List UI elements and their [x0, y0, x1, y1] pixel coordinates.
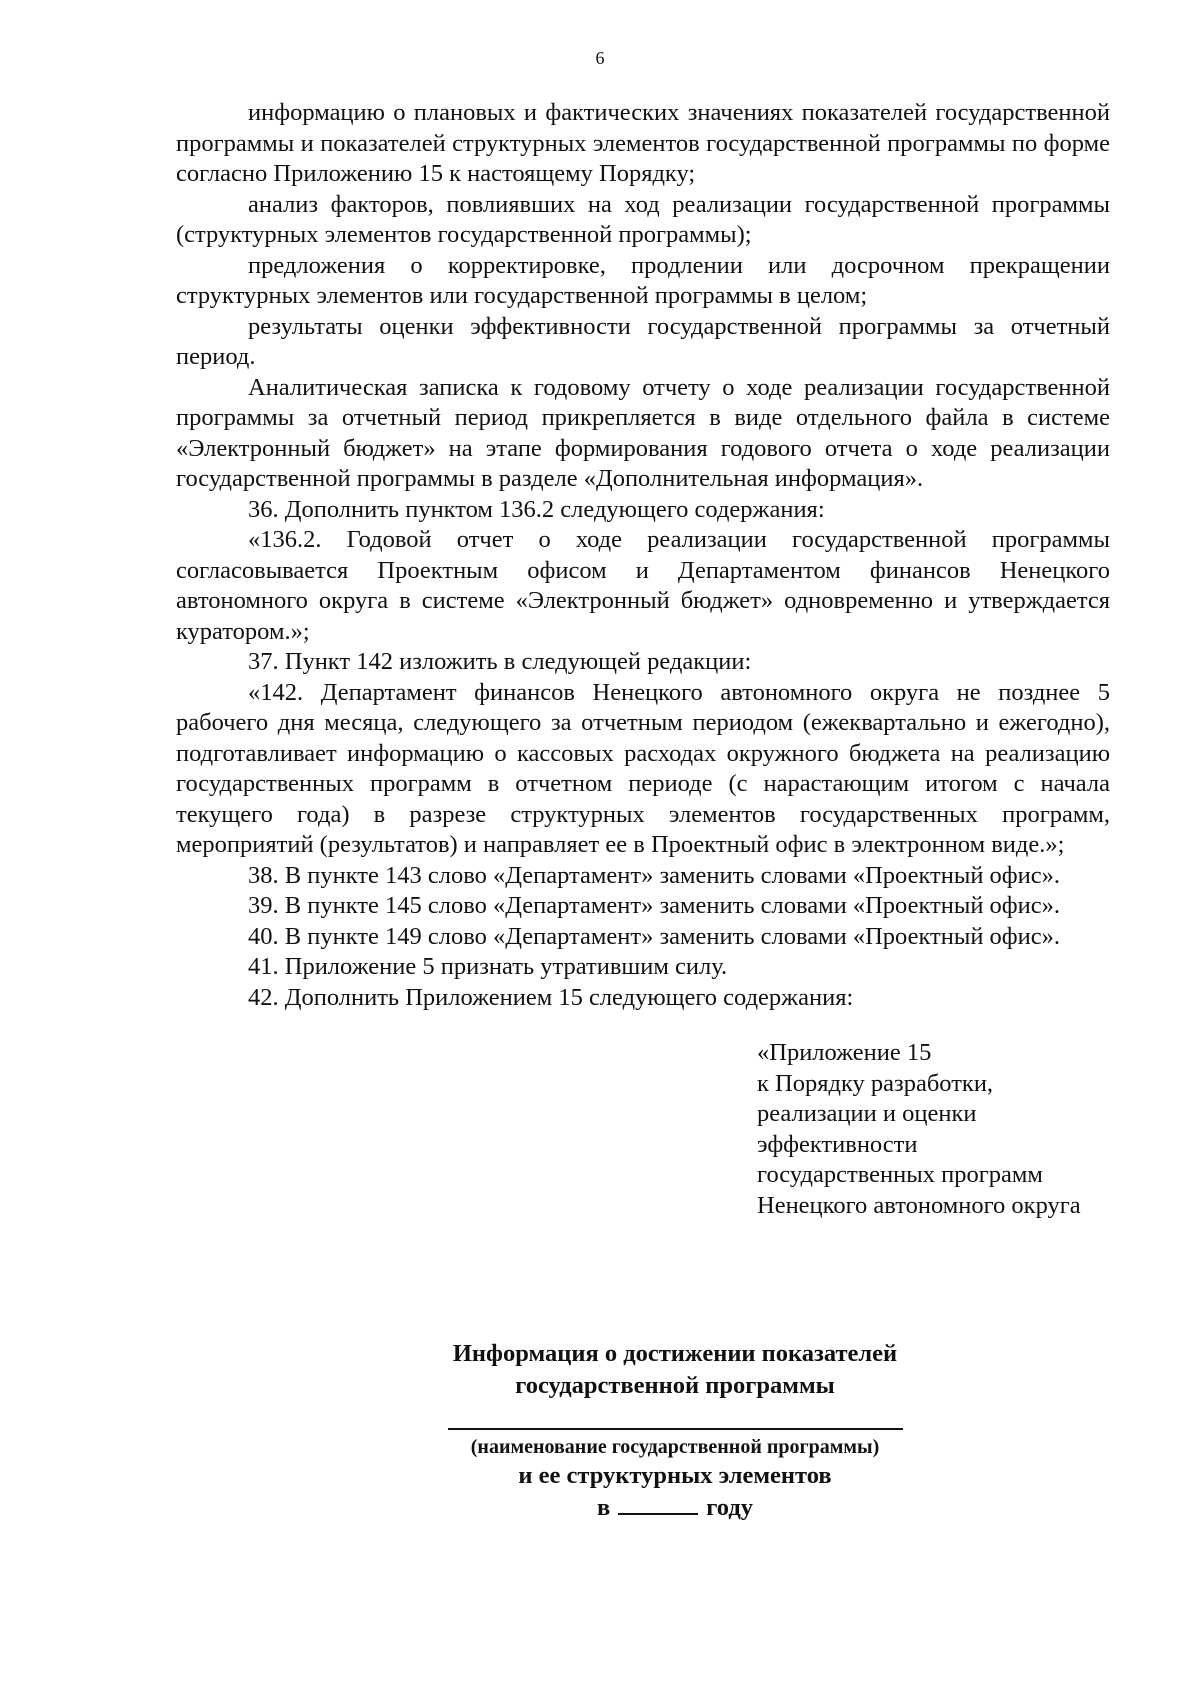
year-blank	[618, 1493, 698, 1515]
appendix-note-line: реализации и оценки	[757, 1100, 977, 1127]
paragraph-item-39: 39. В пункте 145 слово «Департамент» заменить словами «Проектный офис».	[248, 892, 1061, 919]
appendix-note-line: эффективности	[757, 1130, 918, 1158]
appendix-note-line: Ненецкого автономного округа	[757, 1191, 1081, 1219]
form-title-line2: государственной программы	[515, 1372, 835, 1399]
paragraph-item-40: 40. В пункте 149 слово «Департамент» заменить словами «Проектный офис».	[248, 922, 1061, 950]
year-line	[380, 1492, 970, 1524]
paragraph-indicators-info: информацию о плановых и фактических значениях показателей государственной программы и показателей структурных элементов государственной программы по форме согласно Приложению 15 к настоящему Порядку;	[176, 99, 1110, 187]
year-prefix: в	[597, 1494, 611, 1521]
paragraph-item-142: «142. Департамент финансов Ненецкого автономного округа не позднее 5 рабочего дня месяца, следующего за отчетным периодом (ежеквартально и ежегодно), подготавливает информацию о кассовых расходах окружного бюджета на реализацию государственных программ в отчетном периоде (с нарастающим итогом с начала текущего года) в разрезе структурных элементов государственных программ, мероприятий (результатов) и направляет ее в Проектный офис в электронном виде.»;	[176, 678, 1110, 858]
paragraph-item-136-2: «136.2. Годовой отчет о ходе реализации государственной программы согласовывается Проектным офисом и Департаментом финансов Ненецкого автономного округа в системе «Электронный бюджет» одновременно и утверждается куратором.»;	[176, 526, 1110, 645]
paragraph-item-36: 36. Дополнить пунктом 136.2 следующего содержания:	[248, 495, 825, 523]
page-number: 6	[595, 48, 605, 68]
paragraph-item-37: 37. Пункт 142 изложить в следующей редакции:	[248, 648, 752, 675]
appendix-note-line: к Порядку разработки,	[757, 1069, 994, 1097]
paragraph-item-41: 41. Приложение 5 признать утратившим силу.	[248, 953, 728, 980]
paragraph-efficiency-results: результаты оценки эффективности государственной программы за отчетный период.	[176, 312, 1110, 370]
appendix-note	[757, 1038, 1137, 1221]
paragraph-item-42: 42. Дополнить Приложением 15 следующего содержания:	[248, 983, 854, 1011]
paragraph-item-38: 38. В пункте 143 слово «Департамент» заменить словами «Проектный офис».	[248, 861, 1061, 889]
appendix-note-line: государственных программ	[757, 1161, 1043, 1188]
body-text	[176, 98, 1110, 1013]
paragraph-analytical-note: Аналитическая записка к годовому отчету о ходе реализации государственной программы за отчетный период прикрепляется в виде отдельного файла в системе «Электронный бюджет» на этапе формирования годового отчета о ходе реализации государственной программы в разделе «Дополнительная информация».	[176, 373, 1110, 492]
form-subtitle: и ее структурных элементов	[518, 1462, 832, 1489]
program-name-blank-line	[448, 1428, 903, 1430]
form-title-line1: Информация о достижении показателей	[452, 1340, 898, 1367]
paragraph-factors-analysis: анализ факторов, повлиявших на ход реализации государственной программы (структурных элементов государственной программы);	[176, 190, 1110, 248]
program-name-caption: (наименование государственной программы)	[470, 1436, 880, 1458]
form-heading-block	[380, 1338, 970, 1524]
year-suffix: году	[706, 1494, 753, 1521]
paragraph-proposals: предложения о корректировке, продлении или досрочном прекращении структурных элементов или государственной программы в целом;	[176, 251, 1110, 309]
appendix-note-line: «Приложение 15	[757, 1039, 932, 1066]
